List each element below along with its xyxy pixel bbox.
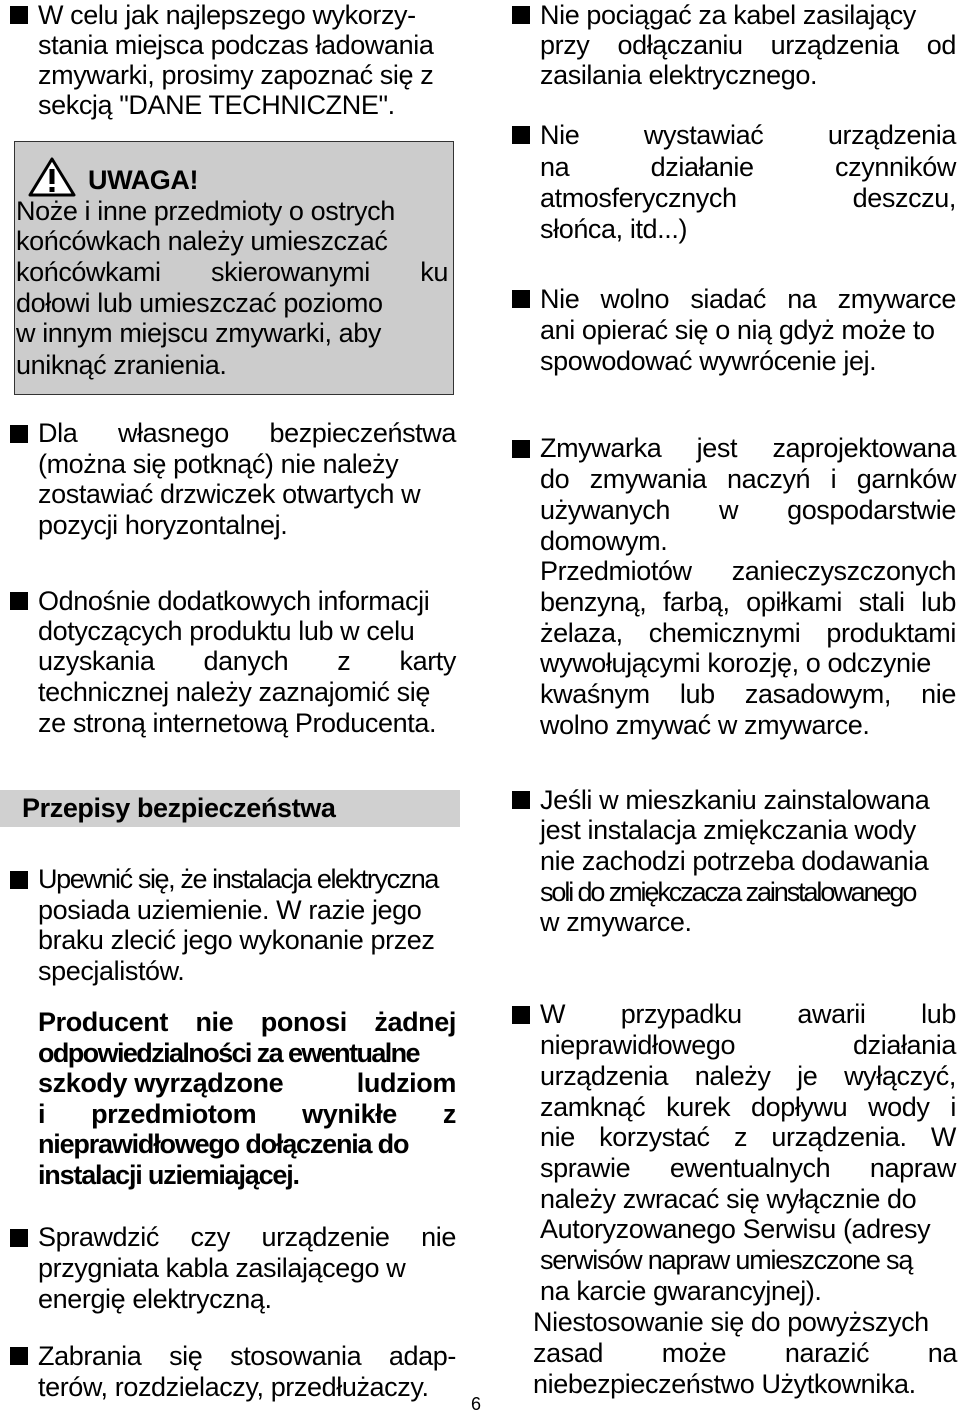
word: działanie	[650, 152, 754, 182]
text-line: Upewnić się, że instalacja elektryczna	[38, 864, 438, 894]
word: lub	[921, 999, 956, 1029]
text-line	[38, 1099, 456, 1130]
word: żelaza,	[540, 618, 623, 648]
word: do	[540, 464, 570, 494]
bullet-marker	[10, 592, 28, 610]
bullet-marker	[10, 6, 28, 24]
word: na	[787, 284, 817, 314]
text-line	[540, 120, 956, 151]
word: atmosferycznych	[540, 183, 737, 213]
word: używanych	[540, 495, 670, 525]
word: naczyń	[727, 464, 811, 494]
word: sprawie	[540, 1153, 631, 1183]
word: garnków	[856, 464, 956, 494]
word: napraw	[869, 1153, 956, 1183]
word: zmywania	[589, 464, 707, 494]
text-line: w zmywarce.	[540, 907, 692, 937]
bullet-marker	[512, 1006, 530, 1024]
word: je	[797, 1061, 818, 1091]
text-line: Niestosowanie się do powyższych	[533, 1307, 929, 1337]
word: Producent	[38, 1007, 168, 1037]
bullet-marker	[10, 1229, 28, 1247]
text-line	[540, 1122, 956, 1153]
word: bezpieczeństwa	[269, 418, 456, 448]
bullet-marker	[512, 440, 530, 458]
text-line	[38, 1222, 456, 1253]
text-line: spowodować wywrócenie jej.	[540, 346, 877, 376]
word: w	[718, 495, 739, 525]
text-line: nieprawidłowego dołączenia do	[38, 1129, 409, 1159]
word: ewentualnych	[669, 1153, 831, 1183]
text-line: soli do zmiękczacza zainstalowanego	[540, 877, 916, 907]
text-line	[540, 679, 956, 710]
word: przedmiotom	[91, 1099, 257, 1129]
word: awarii	[797, 999, 866, 1029]
word: na	[540, 152, 570, 182]
text-line: przygniata kabla zasilającego w	[38, 1253, 406, 1283]
text-line: zostawiać drzwiczek otwartych w	[38, 479, 421, 509]
word: z	[337, 646, 351, 676]
word: należy	[694, 1061, 771, 1091]
word: adap-	[388, 1341, 456, 1371]
word: W	[930, 1122, 956, 1152]
text-line: (można się potknąć) nie należy	[38, 449, 399, 479]
bullet-marker	[512, 6, 530, 24]
text-line: ze stroną internetową Producenta.	[38, 708, 437, 738]
warning-line: uniknąć zranienia.	[16, 350, 227, 380]
bullet-marker	[512, 290, 530, 308]
text-line	[540, 495, 956, 526]
word: od	[926, 30, 956, 60]
word: chemicznymi	[648, 618, 801, 648]
text-line: jest instalacja zmiękczania wody	[540, 815, 916, 845]
text-line: wywołującymi korozję, o odczynie	[540, 648, 931, 678]
bullet-marker	[10, 425, 28, 443]
text-line	[540, 284, 956, 315]
word: opiłkami	[746, 587, 843, 617]
word: i	[830, 464, 837, 494]
text-line	[540, 556, 956, 587]
warning-line: Noże i inne przedmioty o ostrych	[16, 196, 395, 226]
warning-line: końcówkach należy umieszczać	[16, 226, 388, 256]
text-line: W celu jak najlepszego wykorzy-	[38, 0, 416, 30]
text-line	[540, 464, 956, 495]
text-line: sekcją "DANE TECHNICZNE".	[38, 90, 395, 120]
text-line: Odnośnie dodatkowych informacji	[38, 586, 430, 616]
text-line	[540, 618, 956, 649]
word: stali	[858, 587, 905, 617]
word: z	[442, 1099, 456, 1129]
bullet-marker	[512, 791, 530, 809]
word: odłączaniu	[617, 30, 743, 60]
word: siadać	[690, 284, 766, 314]
text-line: odpowiedzialności za ewentualne	[38, 1038, 419, 1068]
text-line: Nie pociągać za kabel zasilający	[540, 0, 916, 30]
text-line: zasilania elektrycznego.	[540, 60, 818, 90]
text-line: posiada uziemienie. W razie jego	[38, 895, 422, 925]
word: wystawiać	[643, 120, 764, 150]
text-line	[540, 1153, 956, 1184]
word: uzyskania	[38, 646, 155, 676]
word: skierowanymi	[211, 257, 370, 287]
word: Sprawdzić	[38, 1222, 159, 1252]
text-line: nie zachodzi potrzeba dodawania	[540, 846, 929, 876]
word: farbą,	[662, 587, 730, 617]
text-line	[38, 1007, 456, 1038]
text-line	[38, 646, 456, 677]
word: na	[927, 1338, 957, 1368]
text-line: wolno zmywać w zmywarce.	[540, 710, 870, 740]
word: i	[950, 1092, 956, 1122]
text-line	[540, 433, 956, 464]
word: własnego	[117, 418, 229, 448]
text-line: pozycji horyzontalnej.	[38, 510, 288, 540]
word: Dla	[38, 418, 78, 448]
word: ludziom	[356, 1068, 456, 1098]
text-line: domowym.	[540, 526, 668, 556]
word: Nie	[540, 284, 580, 314]
word: przypadku	[620, 999, 742, 1029]
word: nie	[921, 679, 956, 709]
word: dopływu	[750, 1092, 848, 1122]
word: gospodarstwie	[787, 495, 956, 525]
word: nieprawidłowego	[540, 1030, 736, 1060]
section-title: Przepisy bezpieczeństwa	[22, 793, 336, 823]
word: Zmywarka	[540, 433, 662, 463]
text-line: należy zwracać się wyłącznie do	[540, 1184, 917, 1214]
word: stosowania	[230, 1341, 362, 1371]
word: korzystać	[599, 1122, 710, 1152]
warning-line: dołowi lub umieszczać poziomo	[16, 288, 383, 318]
text-line: terów, rozdzielaczy, przedłużaczy.	[38, 1372, 429, 1402]
word: karty	[399, 646, 456, 676]
text-line	[540, 30, 956, 61]
text-line: technicznej należy zaznajomić się	[38, 677, 430, 707]
text-line	[38, 418, 456, 449]
text-line: ani opierać się o nią gdyż może to	[540, 315, 935, 345]
word: się	[169, 1341, 203, 1371]
word: W	[540, 999, 566, 1029]
text-line: dotyczących produktu lub w celu	[38, 616, 415, 646]
word: i	[38, 1099, 46, 1129]
word: nie	[540, 1122, 575, 1152]
text-line: słońca, itd...)	[540, 214, 688, 244]
word: czynników	[835, 152, 956, 182]
word: zanieczyszczonych	[731, 556, 956, 586]
word: danych	[203, 646, 289, 676]
word: szkody wyrządzone	[38, 1068, 284, 1098]
word: jest	[696, 433, 738, 463]
text-line: Jeśli w mieszkaniu zainstalowana	[540, 785, 930, 815]
word: urządzenie	[261, 1222, 390, 1252]
text-line	[540, 183, 956, 214]
page-number: 6	[471, 1394, 482, 1414]
text-line: niebezpieczeństwo Użytkownika.	[533, 1369, 916, 1399]
text-line: zmywarki, prosimy zapoznać się z	[38, 60, 434, 90]
word: zamknąć	[540, 1092, 646, 1122]
word: przy	[540, 30, 590, 60]
text-line	[540, 587, 956, 618]
word: końcówkami	[16, 257, 161, 287]
word: z	[733, 1122, 748, 1152]
word: benzyną,	[540, 587, 647, 617]
text-line: Autoryzowanego Serwisu (adresy	[540, 1214, 931, 1244]
word: kwaśnym	[540, 679, 650, 709]
word: działania	[853, 1030, 956, 1060]
text-line: instalacji uziemiającej.	[38, 1160, 299, 1190]
word: żadnej	[374, 1007, 456, 1037]
text-line: braku zlecić jego wykonanie przez	[38, 925, 435, 955]
text-line: stania miejsca podczas ładowania	[38, 30, 434, 60]
word: narazić	[784, 1338, 870, 1368]
word: ponosi	[260, 1007, 347, 1037]
word: lub	[921, 587, 956, 617]
text-line: serwisów napraw umieszczone są	[540, 1245, 913, 1275]
word: wynikłe	[302, 1099, 397, 1129]
word: deszczu,	[852, 183, 956, 213]
word: Przedmiotów	[540, 556, 692, 586]
word: Zabrania	[38, 1341, 142, 1371]
word: produktami	[826, 618, 956, 648]
text-line	[540, 999, 956, 1030]
word: ku	[420, 257, 448, 287]
word: urządzenia.	[771, 1122, 907, 1152]
warning-line: w innym miejscu zmywarki, aby	[16, 318, 381, 348]
bullet-marker	[512, 126, 530, 144]
word: lub	[679, 679, 715, 709]
word: kurek	[666, 1092, 731, 1122]
warning-title: UWAGA!	[88, 165, 199, 195]
word: wody	[868, 1092, 930, 1122]
text-line	[540, 1092, 956, 1123]
text-line	[533, 1338, 957, 1369]
text-line	[540, 1030, 956, 1061]
word: może	[661, 1338, 727, 1368]
word: wyłączyć,	[844, 1061, 956, 1091]
word: zmywarce	[837, 284, 956, 314]
bullet-marker	[10, 871, 28, 889]
text-line	[38, 1068, 456, 1099]
bullet-marker	[10, 1347, 28, 1365]
word: nie	[421, 1222, 456, 1252]
text-line: energię elektryczną.	[38, 1284, 272, 1314]
text-line	[540, 152, 956, 183]
warning-line	[16, 257, 448, 288]
word: wolno	[600, 284, 670, 314]
word: zasadowym,	[744, 679, 891, 709]
text-line: na karcie gwarancyjnej).	[540, 1276, 822, 1306]
text-line: specjalistów.	[38, 956, 185, 986]
word: urządzenia	[770, 30, 899, 60]
text-line	[540, 1061, 956, 1092]
word: urządzenia	[827, 120, 956, 150]
text-line	[38, 1341, 456, 1372]
word: zaprojektowana	[772, 433, 956, 463]
word: nie	[195, 1007, 234, 1037]
word: urządzenia	[540, 1061, 669, 1091]
word: zasad	[533, 1338, 604, 1368]
warning-triangle-icon	[28, 157, 76, 197]
word: czy	[190, 1222, 230, 1252]
word: Nie	[540, 120, 580, 150]
